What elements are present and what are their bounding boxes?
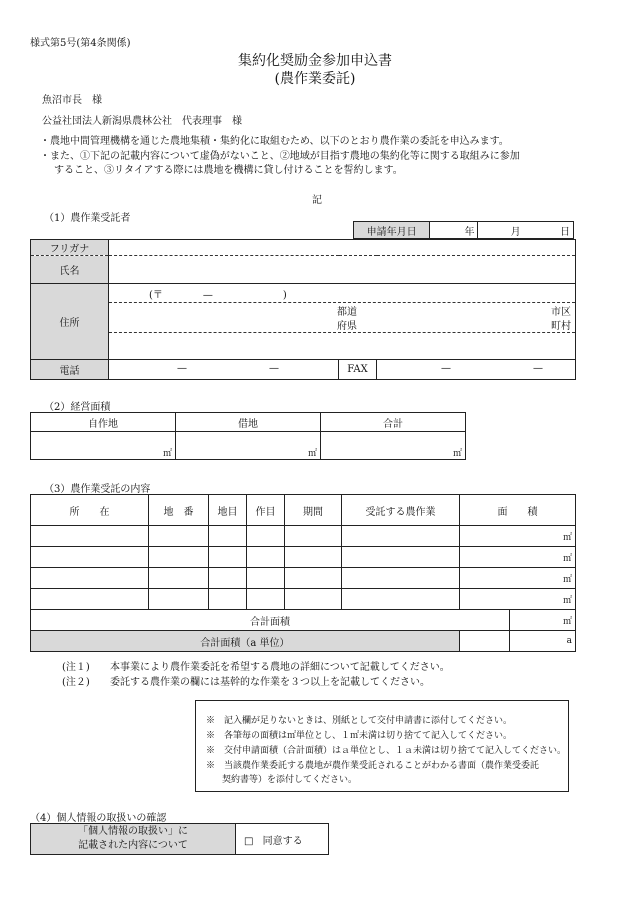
privacy-consent-table: [30, 823, 329, 855]
leased-unit: ㎡: [296, 432, 321, 460]
area-unit: ㎡: [510, 547, 576, 568]
table-row: [31, 568, 576, 589]
cell-crop[interactable]: [247, 568, 285, 589]
cell-lot[interactable]: [149, 589, 209, 610]
intro-line-2: ・また、①下記の記載内容について虚偽がないこと、②地域が目指す農地の集約化等に関する取組みに参加: [40, 151, 520, 162]
area-unit: ㎡: [510, 526, 576, 547]
col-area: 面 積: [460, 495, 576, 526]
col-work: 受託する農作業: [342, 495, 460, 526]
prefecture-todo: 都道: [337, 307, 357, 318]
city-shiku: 市区: [551, 307, 572, 318]
furigana-field[interactable]: [109, 240, 576, 256]
cell-lot[interactable]: [149, 568, 209, 589]
total-land-header: 合計: [321, 413, 466, 432]
phone-field[interactable]: [109, 360, 339, 380]
col-lot-number: 地 番: [149, 495, 209, 526]
cell-location[interactable]: [31, 589, 149, 610]
note-1: 本事業により農作業委託を希望する農地の詳細について記載してください。: [110, 662, 450, 673]
document-subtitle: (農作業委託): [274, 71, 356, 87]
total-unit: ㎡: [441, 432, 466, 460]
cell-category[interactable]: [209, 526, 247, 547]
document-title: 集約化奨励金参加申込書: [238, 53, 392, 69]
cell-lot[interactable]: [149, 547, 209, 568]
consent-checkbox[interactable]: □: [244, 835, 254, 847]
fax-dash-2: —: [533, 363, 543, 374]
note-2: 委託する農作業の欄には基幹的な作業を３つ以上を記載してください。: [110, 677, 430, 688]
phone-dash-2: —: [269, 363, 279, 374]
phone-label: 電話: [31, 360, 109, 380]
form-number: 様式第5号(第4条関係): [30, 38, 131, 49]
consent-label: 同意する: [262, 835, 303, 847]
cell-area[interactable]: [460, 568, 510, 589]
cell-period[interactable]: [285, 526, 342, 547]
intro-line-3: すること、③リタイアする際には農地を機構に貸し付けることを誓約します。: [54, 165, 403, 176]
total-area-unit: ㎡: [510, 610, 576, 631]
cell-work[interactable]: [342, 589, 460, 610]
col-period: 期間: [285, 495, 342, 526]
cell-crop[interactable]: [247, 589, 285, 610]
cell-crop[interactable]: [247, 547, 285, 568]
cell-work[interactable]: [342, 526, 460, 547]
consent-cell[interactable]: [236, 824, 329, 855]
address-field[interactable]: [109, 284, 576, 360]
note-2-label: (注２): [62, 677, 90, 688]
ki-mark: 記: [312, 195, 322, 206]
city-choson: 町村: [551, 321, 572, 332]
cell-area[interactable]: [460, 589, 510, 610]
addressee-corporation: 公益社団法人新潟県農林公社 代表理事 様: [42, 116, 242, 127]
addressee-mayor: 魚沼市長 様: [42, 95, 102, 106]
section3-heading: （3）農作業受託の内容: [44, 484, 151, 495]
leased-land-header: 借地: [176, 413, 321, 432]
management-area-table: [30, 412, 466, 460]
fax-field[interactable]: [377, 360, 576, 380]
total-land-input[interactable]: [321, 432, 441, 460]
instruction-3: ※ 交付申請面積（合計面積）はａ単位とし、１ａ未満は切り捨てて記入してください。: [206, 746, 567, 756]
cell-work[interactable]: [342, 568, 460, 589]
total-area-a-input[interactable]: [460, 631, 510, 652]
table-row: [31, 589, 576, 610]
prefecture-fuken: 府県: [337, 321, 357, 332]
section2-heading: （2）経営面積: [44, 402, 111, 413]
cell-work[interactable]: [342, 547, 460, 568]
farm-work-table: [30, 494, 576, 652]
leased-land-input[interactable]: [176, 432, 296, 460]
date-year: 年: [430, 222, 478, 239]
instruction-2: ※ 各筆毎の面積は㎡単位とし、１㎡未満は切り捨てて記入してください。: [206, 731, 513, 741]
cell-lot[interactable]: [149, 526, 209, 547]
privacy-label-line-1: 「個人情報の取扱い」に: [78, 826, 188, 837]
application-date-table: [353, 221, 574, 239]
owned-land-header: 自作地: [31, 413, 176, 432]
total-area-a-label: 合計面積（a 単位）: [31, 631, 460, 652]
cell-location[interactable]: [31, 526, 149, 547]
name-label: 氏名: [31, 256, 109, 284]
phone-dash-1: —: [177, 363, 187, 374]
col-land-category: 地目: [209, 495, 247, 526]
privacy-label: [31, 824, 236, 855]
cell-location[interactable]: [31, 568, 149, 589]
date-month: 月: [478, 222, 524, 239]
date-label: 申請年月日: [354, 222, 430, 239]
cell-category[interactable]: [209, 547, 247, 568]
cell-category[interactable]: [209, 568, 247, 589]
total-area-a-unit: a: [510, 631, 576, 652]
cell-area[interactable]: [460, 526, 510, 547]
owned-land-input[interactable]: [31, 432, 151, 460]
address-label: 住所: [31, 284, 109, 360]
instruction-4: ※ 当該農作業委託する農地が農作業受託されることがわかる書面（農作業受委託: [206, 761, 540, 771]
col-location: 所 在: [31, 495, 149, 526]
privacy-label-line-2: 記載された内容について: [78, 840, 188, 851]
note-1-label: (注１): [62, 662, 90, 673]
cell-category[interactable]: [209, 589, 247, 610]
cell-location[interactable]: [31, 547, 149, 568]
fax-dash-1: —: [441, 363, 451, 374]
fax-label: FAX: [339, 360, 377, 380]
col-crop: 作目: [247, 495, 285, 526]
section1-heading: （1）農作業受託者: [44, 213, 131, 224]
cell-period[interactable]: [285, 568, 342, 589]
instructions-box: [195, 700, 569, 792]
table-row: [31, 526, 576, 547]
intro-line-1: ・農地中間管理機構を通じた農地集積・集約化に取組むため、以下のとおり農作業の委託を申込みます。: [40, 136, 509, 147]
cell-period[interactable]: [285, 589, 342, 610]
name-field[interactable]: [109, 256, 576, 284]
area-unit: ㎡: [510, 589, 576, 610]
instruction-4-cont: 契約書等）を添付してください。: [222, 775, 358, 785]
total-area-label: 合計面積: [31, 610, 510, 631]
cell-area[interactable]: [460, 547, 510, 568]
postal-code-line: (〒 — ): [149, 290, 287, 301]
owned-unit: ㎡: [151, 432, 176, 460]
cell-crop[interactable]: [247, 526, 285, 547]
furigana-label: フリガナ: [31, 240, 109, 256]
applicant-table: [30, 239, 576, 380]
area-unit: ㎡: [510, 568, 576, 589]
table-row: [31, 547, 576, 568]
cell-period[interactable]: [285, 547, 342, 568]
instruction-1: ※ 記入欄が足りないときは、別紙として交付申請書に添付してください。: [206, 716, 513, 726]
date-day: 日: [524, 222, 574, 239]
section4-heading: （4）個人情報の取扱いの確認: [30, 813, 167, 824]
